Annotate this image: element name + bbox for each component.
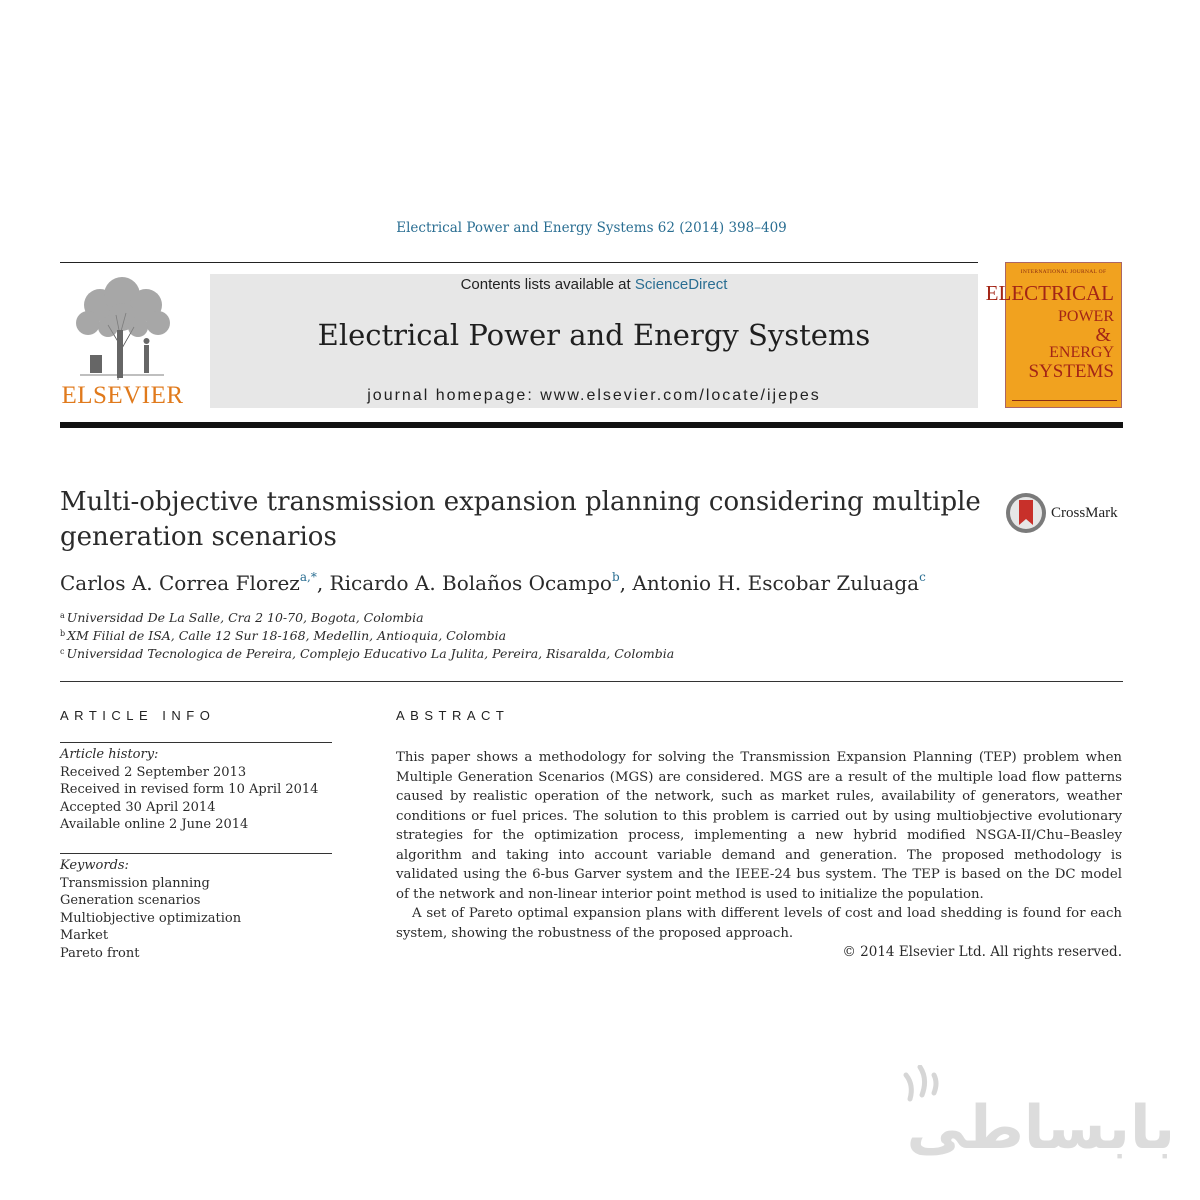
site-watermark (835, 1065, 1175, 1175)
contents-line (210, 276, 978, 293)
crossmark-label: CrossMark (1051, 505, 1118, 521)
affiliation-mark: b (60, 629, 66, 638)
article-history (60, 746, 332, 834)
contents-prefix: Contents lists available at (460, 276, 631, 293)
keywords-rule (60, 853, 332, 854)
abstract-heading: ABSTRACT (396, 708, 510, 723)
sciencedirect-link[interactable]: ScienceDirect (634, 276, 728, 293)
cover-line-2: POWER (1058, 308, 1114, 325)
keyword-item: Transmission planning (60, 875, 210, 891)
abstract-paragraph: A set of Pareto optimal expansion plans with different levels of cost and load shedding is found for each system, showing the robustness of the proposed approach. (396, 906, 1122, 941)
cover-rule (1012, 400, 1117, 401)
keyword-item: Generation scenarios (60, 893, 201, 908)
author-separator: , (619, 571, 633, 595)
article-info-rule (60, 742, 332, 743)
watermark-text: بابساطی (906, 1093, 1175, 1163)
keywords-list (60, 857, 332, 962)
author-name[interactable]: Antonio H. Escobar Zuluaga (632, 571, 920, 595)
journal-banner (210, 274, 978, 408)
journal-name: Electrical Power and Energy Systems (317, 318, 871, 352)
keyword-item: Market (60, 928, 109, 943)
crossmark-icon (1005, 492, 1047, 534)
cover-line-3: & (1095, 324, 1111, 346)
journal-citation[interactable]: Electrical Power and Energy Systems 62 (2014) 398–409 (396, 220, 787, 236)
section-divider (60, 681, 1123, 682)
author-separator: , (316, 571, 330, 595)
affiliation-c (60, 646, 674, 661)
history-item: Accepted 30 April 2014 (60, 799, 216, 815)
article-info-heading: ARTICLE INFO (60, 708, 216, 723)
cover-line-5: SYSTEMS (1028, 361, 1114, 382)
author-name[interactable]: Carlos A. Correa Florez (60, 571, 300, 595)
journal-homepage[interactable]: journal homepage: www.elsevier.com/locate/ijepes (367, 387, 821, 404)
crossmark-button[interactable] (1005, 492, 1125, 534)
affiliation-text: Universidad Tecnologica de Pereira, Complejo Educativo La Julita, Pereira, Risaralda, Colombia (66, 646, 675, 661)
affiliation-mark: a (60, 611, 65, 620)
header-rule (60, 262, 978, 263)
cover-line-1: ELECTRICAL (985, 281, 1114, 305)
copyright-notice: © 2014 Elsevier Ltd. All rights reserved. (842, 944, 1122, 960)
author-affiliation-mark[interactable]: a,* (299, 570, 317, 584)
history-item: Received 2 September 2013 (60, 764, 247, 780)
header-thick-rule (60, 422, 1123, 428)
abstract-paragraph: This paper shows a methodology for solving the Transmission Expansion Planning (TEP) problem when Multiple Generation Scenarios (MGS) are considered. MGS are a result of the multiple load flow patterns caused by realistic operation of the network, such as market rules, availability of generators, weather conditions or fuel prices. The solution to this problem is carried out by using multiobjective evolutionary strategies for the optimization process, implementing a new hybrid modified NSGA-II/Chu–Beasley algorithm and taking into account variable demand and generation. The proposed methodology is validated using the 6-bus Garver system and the IEEE-24 bus system. The TEP is based on the DC model of the network and non-linear interior point method is used to initialize the population. (396, 750, 1122, 902)
elsevier-logo[interactable] (60, 275, 185, 410)
author-list (60, 570, 926, 595)
journal-cover[interactable] (985, 262, 1122, 408)
author-name[interactable]: Ricardo A. Bolaños Ocampo (329, 571, 612, 595)
history-item: Available online 2 June 2014 (60, 817, 249, 832)
author-affiliation-mark[interactable]: c (919, 570, 926, 584)
article-title: Multi-objective transmission expansion planning considering multiple generation scenarios (60, 487, 981, 552)
keyword-item: Pareto front (60, 945, 140, 961)
abstract-body (396, 748, 1122, 943)
history-heading: Article history: (60, 747, 159, 762)
elsevier-wordmark: ELSEVIER (61, 382, 184, 409)
history-item: Received in revised form 10 April 2014 (60, 782, 319, 797)
author-affiliation-mark[interactable]: b (611, 570, 620, 584)
affiliation-a (60, 610, 424, 625)
affiliation-b (60, 628, 506, 643)
cover-line-4: ENERGY (1049, 344, 1114, 361)
keyword-item: Multiobjective optimization (60, 910, 242, 926)
cover-top-line: INTERNATIONAL JOURNAL OF (1020, 269, 1107, 275)
affiliation-text: Universidad De La Salle, Cra 2 10-70, Bogota, Colombia (66, 610, 424, 625)
affiliation-mark: c (60, 647, 65, 656)
affiliation-text: XM Filial de ISA, Calle 12 Sur 18-168, Medellin, Antioquia, Colombia (67, 628, 507, 643)
keywords-heading: Keywords: (60, 858, 129, 873)
elsevier-tree-icon (60, 275, 185, 385)
